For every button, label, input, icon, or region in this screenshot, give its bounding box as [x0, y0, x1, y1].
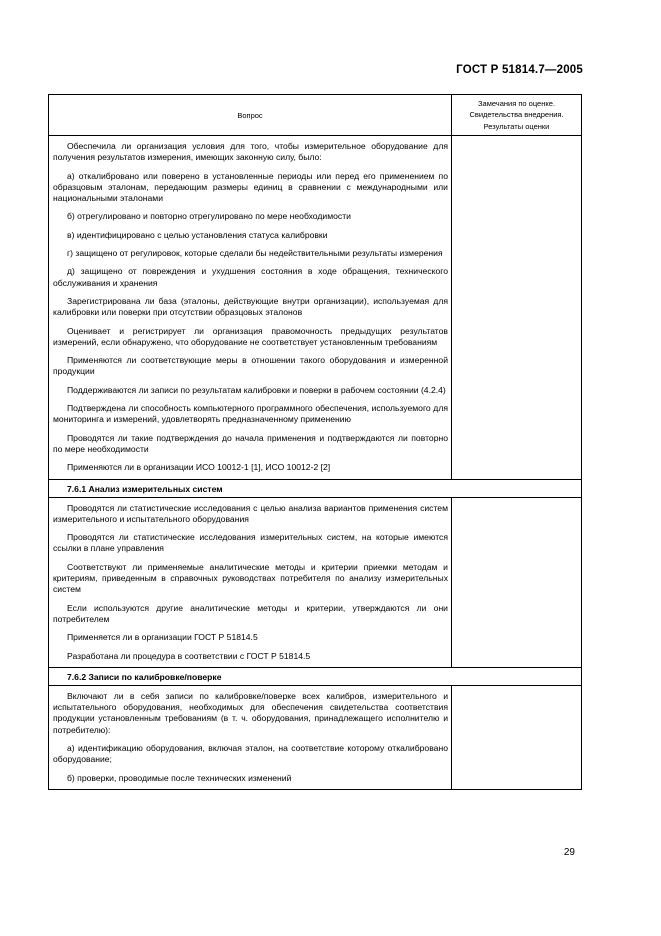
question-item: Зарегистрирована ли база (эталоны, действующие внутри организации), используемая для калибровки или поверки при отсутствии образцовых эталонов	[53, 295, 448, 318]
table-row	[49, 685, 582, 789]
question-item: б) проверки, проводимые после технических изменений	[67, 772, 292, 783]
question-item: д) защищено от повреждения и ухудшения состояния в ходе обращения, технического обслуживания и хранения	[53, 266, 448, 288]
remarks-cell	[452, 685, 582, 789]
question-item: Подтверждена ли способность компьютерного программного обеспечения, используемого для мониторинга и измерений, удовлетворять предназначенному применению	[53, 403, 448, 425]
table-header-row	[49, 95, 582, 136]
question-item: Применяются ли в организации ИСО 10012-1 [1], ИСО 10012-2 [2]	[67, 462, 331, 473]
question-item: Обеспечила ли организация условия для того, чтобы измерительное оборудование для получения результатов измерения, имеющих законную силу, было:	[53, 141, 448, 163]
section-title-calibration-records: 7.6.2 Записи по калибровке/поверке	[49, 667, 582, 685]
table-row	[49, 497, 582, 667]
column-header-remarks	[452, 95, 582, 136]
question-item: Соответствуют ли применяемые аналитические методы и критерии приемки методам и критериям, приведенным в справочных руководствах потребителя по анализу измерительных систем	[53, 561, 448, 595]
question-item: Разработана ли процедура в соответствии с ГОСТ Р 51814.5	[67, 650, 311, 661]
question-item: Применяется ли в организации ГОСТ Р 51814.5	[67, 632, 258, 643]
question-item: г) защищено от регулировок, которые сделали бы недействительными результаты измерения	[67, 248, 443, 259]
remarks-header-line: Свидетельства внедрения.	[469, 110, 564, 120]
remarks-header-line: Замечания по оценке.	[478, 98, 555, 108]
question-cell	[49, 497, 452, 667]
question-item: Оценивает и регистрирует ли организация правомочность предыдущих результатов измерений, если обнаружено, что оборудование не соответствует установленным требованиям	[53, 325, 448, 347]
section-heading-row	[49, 479, 582, 497]
remarks-header-line: Результаты оценки	[483, 121, 550, 131]
remarks-cell	[452, 136, 582, 480]
question-item: Проводятся ли такие подтверждения до начала применения и подтверждаются ли повторно по мере необходимости	[53, 432, 448, 454]
question-item: Проводятся ли статистические исследования измерительных систем, на которые имеются ссылки в плане управления	[53, 532, 448, 554]
question-item: а) идентификацию оборудования, включая эталон, на соответствие которому откалибровано оборудование;	[53, 742, 448, 765]
question-cell	[49, 136, 452, 480]
question-item: Включают ли в себя записи по калибровке/поверке всех калибров, измерительного и испытательного оборудования, необходимых для обеспечения свидетельства соответствия продукции установленным требованиям (в т. ч. оборудования, принадлежащего исполнителю и потребителю):	[53, 690, 448, 735]
section-title-measurement-systems: 7.6.1 Анализ измерительных систем	[49, 479, 582, 497]
question-cell	[49, 685, 452, 789]
question-item: а) откалибровано или поверено в установленные периоды или перед его применением по образцовым эталонам, передающим размеры единиц в сравнении с международными или национальными эталонами	[53, 170, 448, 204]
document-code: ГОСТ Р 51814.7—2005	[456, 64, 583, 76]
table-row	[49, 136, 582, 480]
remarks-cell	[452, 497, 582, 667]
question-item: Проводятся ли статистические исследования с целью анализа вариантов применения систем измерительного и испытательного оборудования	[53, 502, 448, 524]
question-item: б) отрегулировано и повторно отрегулировано по мере необходимости	[67, 211, 351, 222]
page-number: 29	[563, 847, 575, 858]
question-item: в) идентифицировано с целью установления статуса калибровки	[67, 229, 328, 240]
question-item: Поддерживаются ли записи по результатам калибровки и поверки в рабочем состоянии (4.2.4)	[67, 384, 446, 395]
checklist-table	[48, 94, 582, 790]
question-item: Применяются ли соответствующие меры в отношении такого оборудования и измеренной продукции	[53, 355, 448, 377]
question-item: Если используются другие аналитические методы и критерии, утверждаются ли они потребителем	[53, 602, 448, 624]
column-header-question: Вопрос	[49, 95, 452, 136]
section-heading-row	[49, 667, 582, 685]
